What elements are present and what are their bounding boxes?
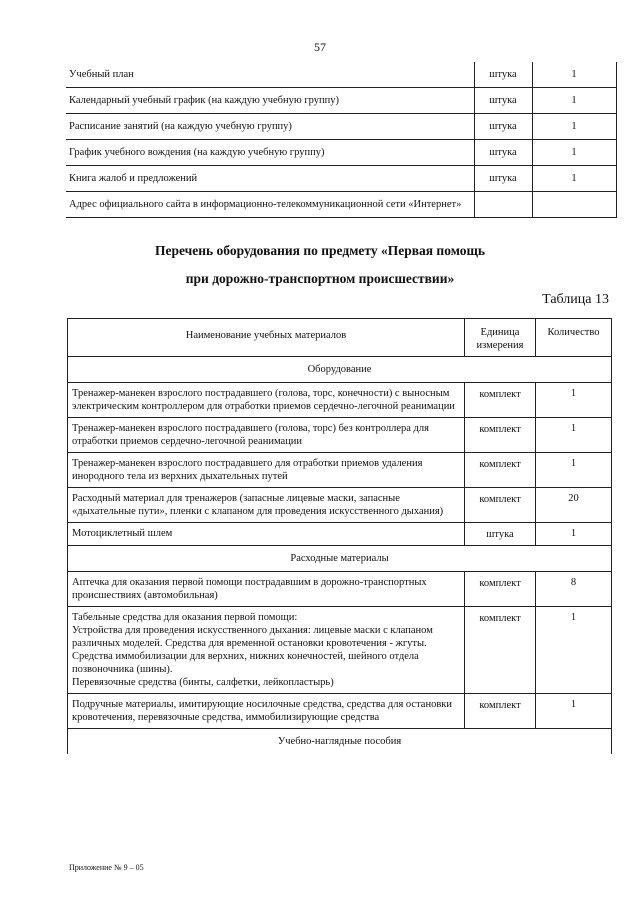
item-quantity: 1 — [532, 166, 616, 192]
item-quantity: 1 — [532, 140, 616, 166]
section-heading-line-1: Перечень оборудования по предмету «Первая помощь — [154, 243, 486, 258]
item-unit: штука — [474, 62, 532, 88]
page-number: 57 — [314, 40, 326, 54]
table-row — [68, 607, 612, 694]
item-name: Тренажер-манекен взрослого пострадавшего для отработки приемов удаления инородного тела из верхних дыхательных путей — [68, 453, 465, 488]
item-name: Тренажер-манекен взрослого пострадавшего (голова, торс, конечности) с выносным электрическим контроллером для отработки приемов сердечно-легочной реанимации — [68, 383, 465, 418]
item-quantity: 1 — [536, 383, 612, 418]
footer-note: Приложение № 9 – 05 — [69, 863, 144, 872]
table-row — [68, 383, 612, 418]
item-name: Подручные материалы, имитирующие носилочные средства, средства для остановки кровотечения, перевязочные средства, иммобилизирующие средства — [68, 694, 465, 729]
table-row — [66, 166, 616, 192]
table-row — [68, 694, 612, 729]
item-quantity: 1 — [536, 418, 612, 453]
header-unit: Единица измерения — [465, 319, 536, 357]
table-row — [66, 114, 616, 140]
table-row — [66, 88, 616, 114]
table-row — [68, 572, 612, 607]
table-row — [68, 523, 612, 546]
header-name: Наименование учебных материалов — [68, 319, 465, 357]
item-unit — [474, 192, 532, 218]
header-qty: Количество — [536, 319, 612, 357]
item-name: График учебного вождения (на каждую учебную группу) — [66, 140, 474, 166]
table-row — [68, 418, 612, 453]
section-row-consumables — [68, 546, 612, 572]
item-unit: штука — [474, 140, 532, 166]
table-label: Таблица 13 — [542, 292, 609, 307]
item-quantity: 1 — [532, 114, 616, 140]
item-unit: комплект — [465, 453, 536, 488]
item-name: Календарный учебный график (на каждую учебную группу) — [66, 88, 474, 114]
item-name: Книга жалоб и предложений — [66, 166, 474, 192]
table-row — [66, 192, 616, 218]
item-quantity: 1 — [536, 523, 612, 546]
item-quantity: 1 — [532, 62, 616, 88]
item-unit: штука — [474, 114, 532, 140]
item-quantity — [532, 192, 616, 218]
section-title-visual-aids: Учебно-наглядные пособия — [68, 729, 612, 755]
item-name: Аптечка для оказания первой помощи пострадавшим в дорожно-транспортных происшествиях (автомобильная) — [68, 572, 465, 607]
section-title-equipment: Оборудование — [68, 357, 612, 383]
table-row — [66, 62, 616, 88]
item-name: Мотоциклетный шлем — [68, 523, 465, 546]
item-name: Расходный материал для тренажеров (запасные лицевые маски, запасные «дыхательные пути», пленки с клапаном для проведения искусственного дыхания) — [68, 488, 465, 523]
item-unit: комплект — [465, 694, 536, 729]
item-name: Учебный план — [66, 62, 474, 88]
item-unit: штука — [474, 88, 532, 114]
table-row — [68, 488, 612, 523]
item-name: Табельные средства для оказания первой помощи: Устройства для проведения искусственного дыхания: лицевые маски с клапаном различных моделей. Средства для временной остановки кровотечения - жгуты. Средства иммобилизации для верхних, нижних конечностей, шейного отдела позвоночника (шины). Перевязочные средства (бинты, салфетки, лейкопластырь) — [68, 607, 465, 694]
item-unit: комплект — [465, 418, 536, 453]
item-quantity: 1 — [536, 607, 612, 694]
item-quantity: 20 — [536, 488, 612, 523]
item-quantity: 1 — [532, 88, 616, 114]
item-name: Тренажер-манекен взрослого пострадавшего (голова, торс) без контроллера для отработки приемов сердечно-легочной реанимации — [68, 418, 465, 453]
item-quantity: 1 — [536, 453, 612, 488]
section-row-equipment — [68, 357, 612, 383]
item-quantity: 8 — [536, 572, 612, 607]
section-row-visual-aids — [68, 729, 612, 755]
equipment-table — [67, 318, 612, 754]
item-unit: комплект — [465, 488, 536, 523]
item-name: Адрес официального сайта в информационно-телекоммуникационной сети «Интернет» — [66, 192, 474, 218]
item-unit: комплект — [465, 607, 536, 694]
item-unit: комплект — [465, 572, 536, 607]
item-unit: штука — [474, 166, 532, 192]
item-unit: штука — [465, 523, 536, 546]
item-unit: комплект — [465, 383, 536, 418]
section-title-consumables: Расходные материалы — [68, 546, 612, 572]
item-quantity: 1 — [536, 694, 612, 729]
table-row — [68, 453, 612, 488]
section-heading-line-2: при дорожно-транспортном происшествии» — [185, 271, 455, 286]
item-name: Расписание занятий (на каждую учебную группу) — [66, 114, 474, 140]
resources-table — [66, 62, 617, 218]
table-row — [66, 140, 616, 166]
table-header-row — [68, 319, 612, 357]
